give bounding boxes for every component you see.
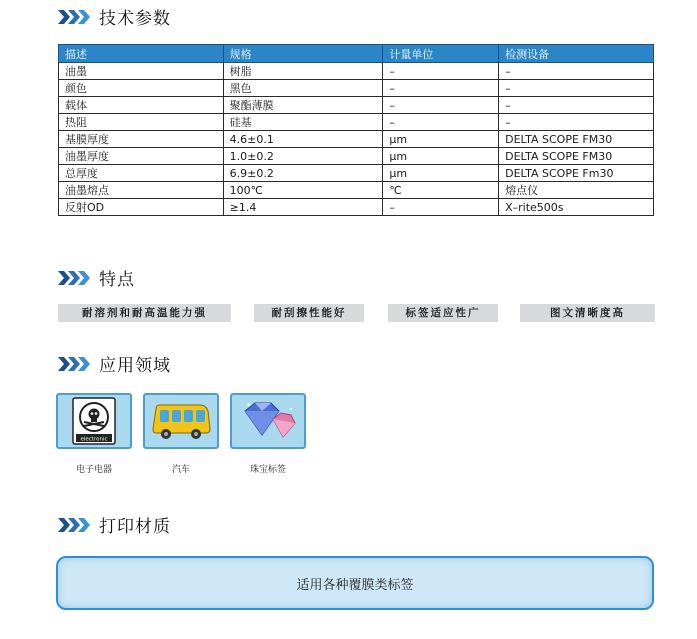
- feature-badge: 耐刮擦性能好: [254, 304, 364, 322]
- gemstone-icon: [235, 397, 301, 445]
- table-cell: 聚酯薄膜: [223, 97, 383, 114]
- table-row: [59, 97, 654, 114]
- column-header: 规格: [223, 45, 383, 63]
- table-row: [59, 199, 654, 216]
- chevron-right-icon: [58, 10, 91, 24]
- table-cell: 颜色: [59, 80, 224, 97]
- material-description-text: 适用各种覆膜类标签: [296, 577, 414, 593]
- table-cell: 6.9±0.2: [223, 165, 383, 182]
- table-cell: DELTA SCOPE Fm30: [499, 165, 654, 182]
- feature-badge: 图文清晰度高: [520, 304, 655, 322]
- section-title-features: 特点: [99, 270, 135, 290]
- table-row: [59, 63, 654, 80]
- table-cell: –: [383, 114, 499, 131]
- column-header: 检测设备: [499, 45, 654, 63]
- section-header-tech: [58, 4, 171, 29]
- table-cell: 1.0±0.2: [223, 148, 383, 165]
- section-title-material: 打印材质: [99, 517, 171, 537]
- table-row: [59, 148, 654, 165]
- table-row: [59, 182, 654, 199]
- table-cell: ℃: [383, 182, 499, 199]
- table-cell: 油墨厚度: [59, 148, 224, 165]
- table-row: [59, 131, 654, 148]
- application-tile-car: [143, 393, 219, 449]
- table-cell: –: [499, 63, 654, 80]
- spec-table: [58, 44, 654, 216]
- table-cell: –: [499, 97, 654, 114]
- table-cell: 反射OD: [59, 199, 224, 216]
- table-cell: –: [383, 97, 499, 114]
- table-cell: –: [383, 199, 499, 216]
- table-row: [59, 80, 654, 97]
- table-cell: 100℃: [223, 182, 383, 199]
- chevron-right-icon: [58, 271, 91, 285]
- table-cell: ≥1.4: [223, 199, 383, 216]
- table-cell: 热阻: [59, 114, 224, 131]
- table-row: [59, 165, 654, 182]
- application-tile-jewelry: [230, 393, 306, 449]
- application-tile-electronics: [56, 393, 132, 449]
- table-cell: 油墨: [59, 63, 224, 80]
- table-cell: DELTA SCOPE FM30: [499, 148, 654, 165]
- table-header-row: [59, 45, 654, 63]
- table-cell: 黑色: [223, 80, 383, 97]
- chevron-right-icon: [58, 518, 91, 532]
- table-cell: 油墨熔点: [59, 182, 224, 199]
- column-header: 计量单位: [383, 45, 499, 63]
- section-header-applications: [58, 351, 171, 376]
- table-cell: 熔点仪: [499, 182, 654, 199]
- application-label: 电子电器: [75, 465, 112, 475]
- column-header: 描述: [59, 45, 224, 63]
- feature-badge: 耐溶剂和耐高温能力强: [58, 304, 231, 322]
- feature-badge: 标签适应性广: [388, 304, 498, 322]
- feature-list: [58, 304, 655, 322]
- material-description-box: [56, 556, 654, 610]
- table-cell: 4.6±0.1: [223, 131, 383, 148]
- table-cell: X–rite500s: [499, 199, 654, 216]
- table-cell: 硅基: [223, 114, 383, 131]
- table-cell: 总厚度: [59, 165, 224, 182]
- section-header-features: [58, 265, 135, 290]
- chevron-right-icon: [58, 357, 91, 371]
- table-cell: –: [383, 80, 499, 97]
- yellow-car-icon: [150, 399, 212, 443]
- table-cell: 基膜厚度: [59, 131, 224, 148]
- section-title-tech: 技术参数: [99, 9, 171, 29]
- table-cell: 树脂: [223, 63, 383, 80]
- table-cell: DELTA SCOPE FM30: [499, 131, 654, 148]
- application-label: 珠宝标签: [249, 465, 286, 475]
- table-cell: μm: [383, 148, 499, 165]
- table-cell: –: [499, 114, 654, 131]
- table-cell: μm: [383, 131, 499, 148]
- table-cell: –: [383, 63, 499, 80]
- table-row: [59, 114, 654, 131]
- section-title-applications: 应用领域: [99, 356, 171, 376]
- table-cell: –: [499, 80, 654, 97]
- electronic-badge-text: electronic: [80, 436, 108, 443]
- table-cell: 载体: [59, 97, 224, 114]
- electronic-hazard-icon: [72, 397, 116, 445]
- section-header-material: [58, 512, 171, 537]
- application-label: 汽车: [171, 465, 190, 475]
- table-cell: μm: [383, 165, 499, 182]
